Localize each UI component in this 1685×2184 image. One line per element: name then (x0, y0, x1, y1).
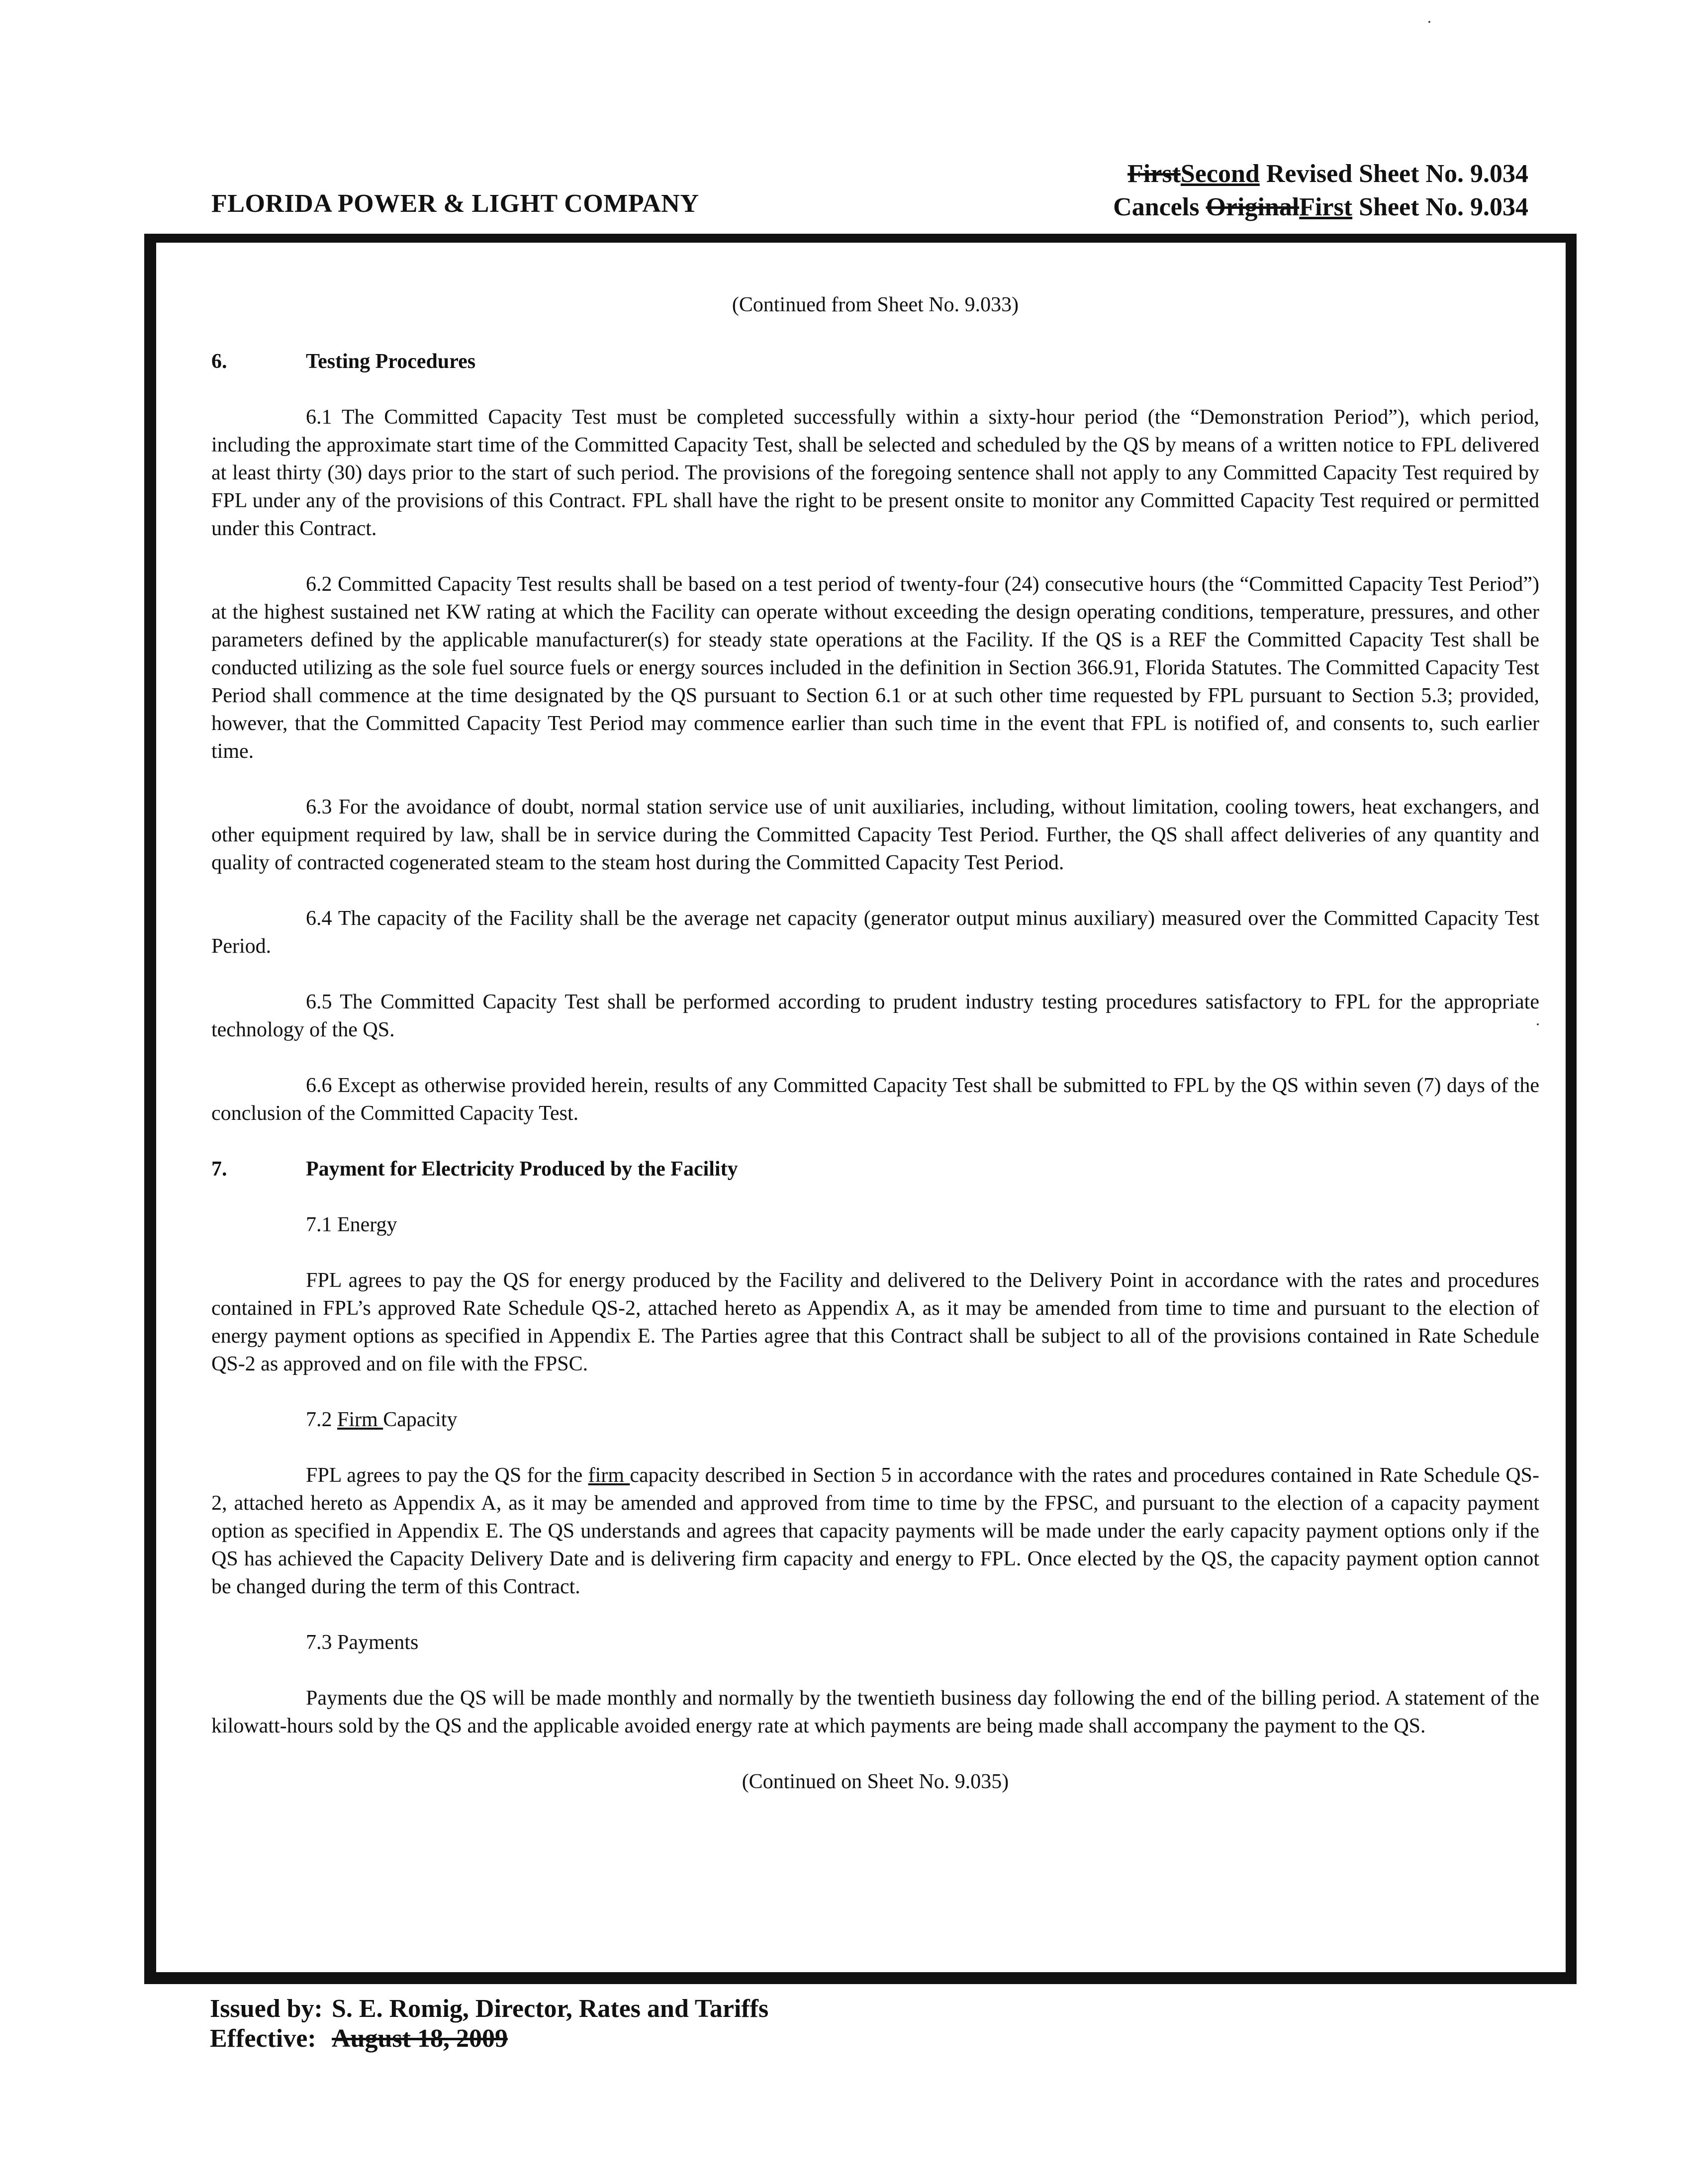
paragraph-6-1: 6.1 The Committed Capacity Test must be completed successfully within a sixty-hour period (the “Demonstration Period”), which period, including the approximate start time of the Committed Capacity Test, shall be selected and scheduled by the QS by means of a written notice to FPL delivered at least thirty (30) days prior to the start of such period. The provisions of the foregoing sentence shall not apply to any Committed Capacity Test required by FPL under any of the provisions of this Contract. FPL shall have the right to be present onsite to monitor any Committed Capacity Test required or permitted under this Contract. (211, 406, 1539, 540)
section-6-heading (211, 348, 1539, 375)
continued-from-note: (Continued from Sheet No. 9.033) (732, 293, 1019, 316)
paragraph-6-3: 6.3 For the avoidance of doubt, normal station service use of unit auxiliaries, including, without limitation, cooling towers, heat exchangers, and other equipment required by law, shall be in service during the Committed Capacity Test Period. Further, the QS shall affect deliveries of any quantity and quality of contracted cogenerated steam to the steam host during the Committed Capacity Test Period. (211, 796, 1539, 874)
paragraph-7-2-inserted: firm (588, 1464, 630, 1487)
revised-sheet-line (1113, 157, 1528, 190)
effective-label: Effective: (210, 2024, 316, 2053)
issued-by-value: S. E. Romig, Director, Rates and Tariffs (332, 1995, 769, 2023)
subsection-7-2-rest: Capacity (383, 1408, 458, 1431)
sheet-info (1113, 157, 1528, 224)
section-7-number: 7. (211, 1158, 227, 1181)
cancels-inserted-text: First (1299, 193, 1353, 221)
scan-speck (1428, 21, 1430, 23)
revised-rest-text: Revised Sheet No. 9.034 (1259, 160, 1528, 188)
paragraph-7-2 (211, 1461, 1539, 1601)
continued-on-note: (Continued on Sheet No. 9.035) (742, 1770, 1009, 1793)
scan-speck (1537, 1023, 1539, 1025)
paragraph-7-1: FPL agrees to pay the QS for energy produced by the Facility and delivered to the Delivery Point in accordance with the rates and procedures contained in FPL’s approved Rate Schedule QS-2, attached hereto as Appendix A, as it may be amended from time to time and pursuant to the election of energy payment options as specified in Appendix E. The Parties agree that this Contract shall be subject to all of the provisions contained in Rate Schedule QS-2 as approved and on file with the FPSC. (211, 1269, 1539, 1375)
paragraph-7-3: Payments due the QS will be made monthly and normally by the twentieth business day following the end of the billing period. A statement of the kilowatt-hours sold by the QS and the applicable avoided energy rate at which payments are being made shall accompany the payment to the QS. (211, 1687, 1539, 1737)
section-7-title: Payment for Electricity Produced by the Facility (306, 1158, 738, 1181)
footer (210, 1994, 768, 2054)
paragraph-6-2: 6.2 Committed Capacity Test results shall be based on a test period of twenty-four (24) consecutive hours (the “Committed Capacity Test Period”) at the highest sustained net KW rating at which the Facility can operate without exceeding the design operating conditions, temperature, pressures, and other parameters defined by the applicable manufacturer(s) for steady state operations at the Facility. If the QS is a REF the Committed Capacity Test shall be conducted utilizing as the sole fuel source fuels or energy sources included in the definition in Section 366.91, Florida Statutes. The Committed Capacity Test Period shall commence at the time designated by the QS pursuant to Section 6.1 or at such other time requested by FPL pursuant to Section 5.3; provided, however, that the Committed Capacity Test Period may commence earlier than such time in the event that FPL is notified of, and consents to, such earlier time. (211, 573, 1539, 763)
cancels-struck-text: Original (1206, 193, 1300, 221)
issued-by-label: Issued by: (210, 1995, 323, 2023)
issued-by-row (210, 1994, 768, 2024)
subsection-7-1-heading: 7.1 Energy (306, 1213, 397, 1236)
revised-struck-text: First (1127, 160, 1181, 188)
paragraph-6-6: 6.6 Except as otherwise provided herein, results of any Committed Capacity Test shall be submitted to FPL by the QS within seven (7) days of the conclusion of the Committed Capacity Test. (211, 1074, 1539, 1125)
subsection-7-2-heading (211, 1406, 1539, 1434)
section-6-number: 6. (211, 350, 227, 373)
cancels-sheet-line (1113, 190, 1528, 224)
company-name: FLORIDA POWER & LIGHT COMPANY (211, 189, 699, 218)
paragraph-6-4: 6.4 The capacity of the Facility shall be the average net capacity (generator output minus auxiliary) measured over the Committed Capacity Test Period. (211, 907, 1539, 958)
effective-row (210, 2024, 768, 2054)
cancels-prefix: Cancels (1113, 193, 1206, 221)
revised-inserted-text: Second (1180, 160, 1260, 188)
subsection-7-3-heading: 7.3 Payments (306, 1631, 419, 1654)
document-body (211, 291, 1539, 1796)
effective-date-struck: August 18, 2009 (332, 2024, 508, 2053)
paragraph-6-5: 6.5 The Committed Capacity Test shall be performed according to prudent industry testing procedures satisfactory to FPL for the appropriate technology of the QS. (211, 991, 1539, 1041)
subsection-7-2-inserted: Firm (337, 1408, 383, 1431)
cancels-rest-text: Sheet No. 9.034 (1352, 193, 1528, 221)
paragraph-7-2-start: FPL agrees to pay the QS for the (306, 1464, 588, 1487)
paragraph-7-2-rest: capacity described in Section 5 in accordance with the rates and procedures contained in Rate Schedule QS-2, attached hereto as Appendix A, as it may be amended and approved from time to time by the FPSC, and pursuant to the election of a capacity payment option as specified in Appendix E. The QS understands and agrees that capacity payments will be made under the early capacity payment options only if the QS has achieved the Capacity Delivery Date and is delivering firm capacity and energy to FPL. Once elected by the QS, the capacity payment option cannot be changed during the term of this Contract. (211, 1464, 1540, 1598)
subsection-7-2-prefix: 7.2 (306, 1408, 337, 1431)
section-6-title: Testing Procedures (306, 350, 476, 373)
section-7-heading (211, 1155, 1539, 1183)
